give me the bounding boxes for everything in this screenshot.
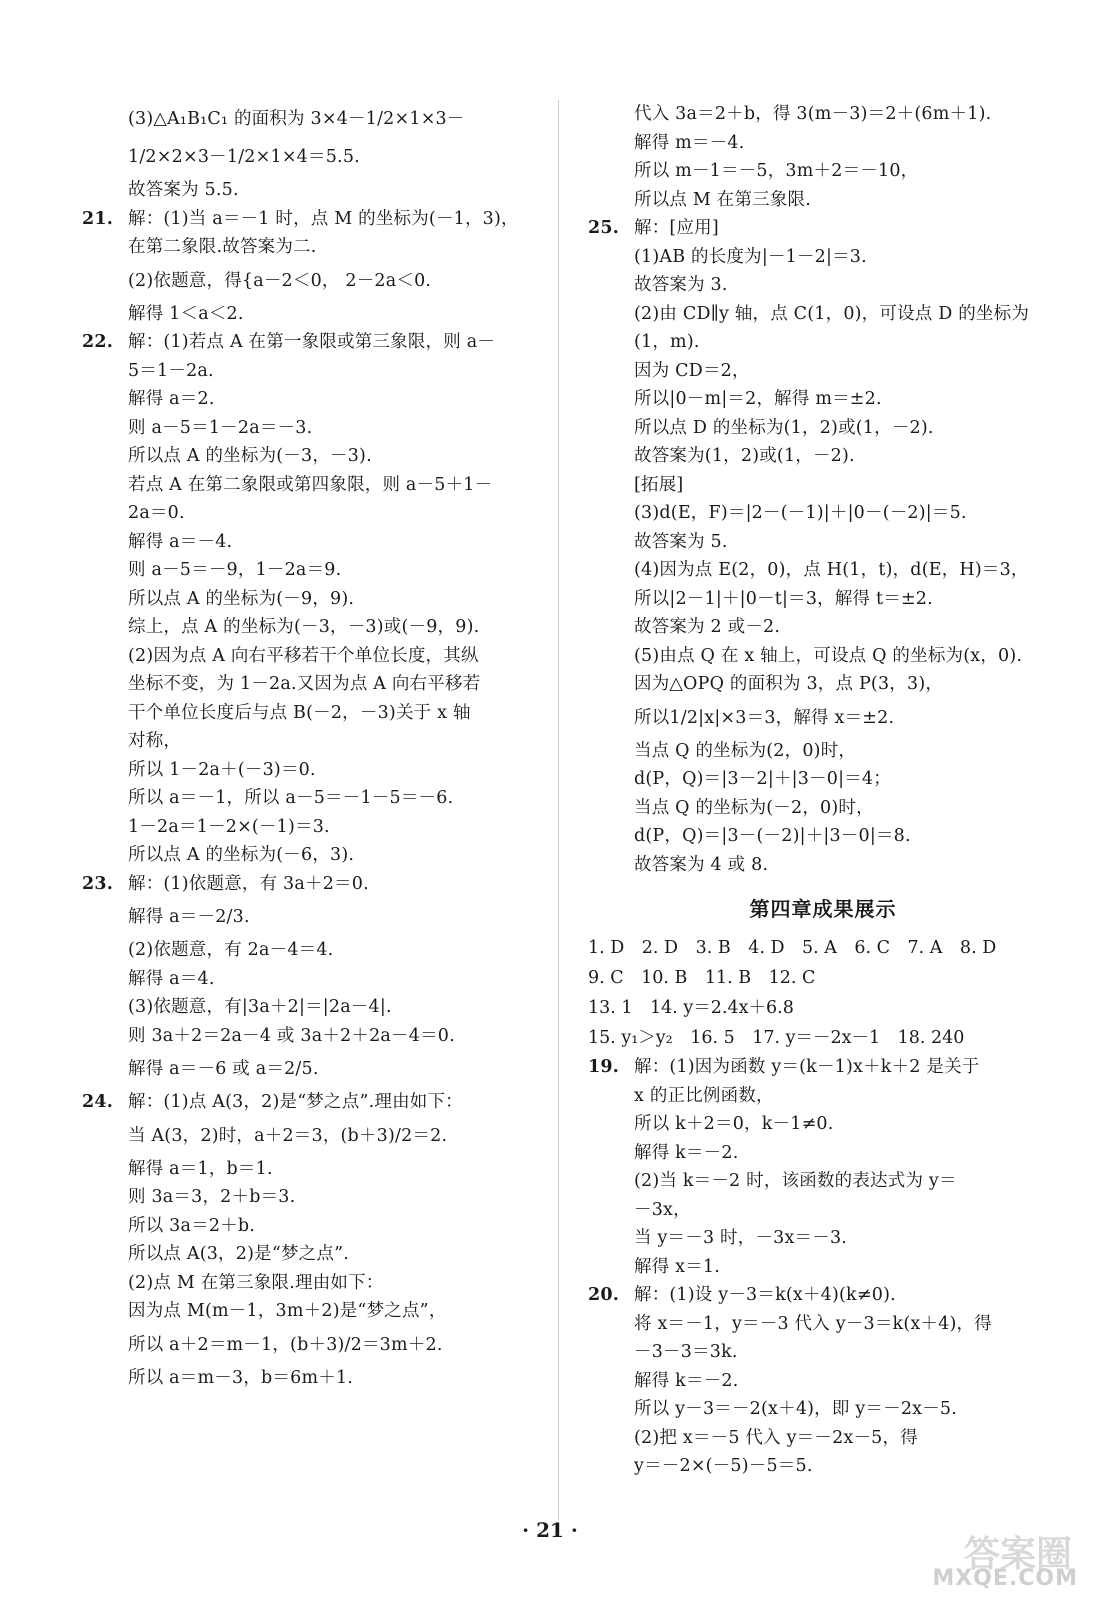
text-line [588, 1310, 1058, 1339]
line-text: 解得 a＝－6 或 a＝2/5. [128, 1059, 319, 1079]
question-number: 24. [82, 1092, 114, 1112]
line-text: 坐标不变，为 1－2a.又因为点 A 向右平移若 [128, 674, 481, 694]
text-line [588, 1424, 1058, 1453]
line-text: 所以点 M 在第三象限. [634, 189, 812, 210]
text-line [588, 1167, 1058, 1196]
question-number: 25. [588, 218, 620, 238]
left-column [82, 100, 550, 1392]
text-line [588, 442, 1058, 471]
text-line [82, 499, 550, 528]
line-text: 所以|0－m|＝2，解得 m＝±2. [634, 389, 882, 409]
text-line [588, 642, 1058, 671]
text-line [82, 936, 550, 965]
text-line [82, 471, 550, 500]
text-line [588, 357, 1058, 386]
text-line [588, 794, 1058, 823]
column-divider [558, 100, 559, 1520]
line-text: 因为点 M(m－1，3m＋2)是“梦之点”， [128, 1301, 447, 1321]
answer-row: 9. C 10. B 11. B 12. C [588, 968, 816, 988]
question-number: 21. [82, 208, 114, 229]
line-text: d(P，Q)＝|3－2|＋|3－0|＝4； [634, 769, 891, 789]
answer-row: 1. D 2. D 3. B 4. D 5. A 6. C 7. A 8. D [588, 938, 997, 958]
line-text: 2a＝0. [128, 503, 185, 523]
text-line [82, 1088, 550, 1117]
line-text: 若点 A 在第二象限或第四象限，则 a－5＋1－ [128, 474, 493, 495]
line-text: y＝－2×(－5)－5＝5. [634, 1456, 813, 1476]
line-text: 所以 a＝－1，所以 a－5＝－1－5＝－6. [128, 788, 454, 808]
line-text: 所以1/2|x|×3＝3，解得 x＝±2. [634, 707, 895, 728]
page-number: · 21 · [522, 1518, 578, 1542]
line-text: 解得 m＝－4. [634, 132, 745, 153]
text-line [82, 1364, 550, 1393]
text-line [588, 499, 1058, 528]
line-text: 所以 y－3＝－2(x＋4)，即 y＝－2x－5. [634, 1399, 958, 1419]
line-text: 所以点 A 的坐标为(－3，－3). [128, 446, 372, 466]
line-text: 解得 a＝2. [128, 389, 215, 409]
text-line [82, 642, 550, 671]
line-text: (2)当 k＝－2 时，该函数的表达式为 y＝ [634, 1171, 957, 1191]
text-line [82, 1297, 550, 1326]
line-text: 所以 a＝m－3，b＝6m＋1. [128, 1367, 354, 1388]
text-line [588, 300, 1058, 329]
text-line [588, 1452, 1058, 1481]
line-text: －3x， [634, 1199, 691, 1220]
text-line [588, 1281, 1058, 1310]
text-line [82, 100, 550, 138]
line-text: 故答案为 2 或－2. [634, 617, 781, 637]
line-text: (2)点 M 在第三象限.理由如下： [128, 1272, 384, 1293]
line-text: 解：(1)点 A(3，2)是“梦之点”.理由如下： [128, 1092, 463, 1112]
text-line [82, 756, 550, 785]
line-text: 故答案为(1，2)或(1，－2). [634, 446, 855, 466]
line-text: 解得 k＝－2. [634, 1370, 739, 1391]
line-text: (3)依题意，有|3a＋2|＝|2a－4|. [128, 997, 392, 1017]
line-text: 故答案为 5. [634, 531, 728, 552]
right-column-part-1 [588, 100, 1058, 879]
text-line [82, 176, 550, 205]
line-text: 所以 3a＝2＋b. [128, 1215, 256, 1236]
text-line [82, 1326, 550, 1364]
line-text: 解：[应用] [634, 218, 719, 238]
line-text: 干个单位长度后与点 B(－2，－3)关于 x 轴 [128, 702, 471, 723]
line-text: 则 3a＋2＝2a－4 或 3a＋2＋2a－4＝0. [128, 1025, 455, 1046]
text-line [82, 613, 550, 642]
line-text: 解得 x＝1. [634, 1256, 721, 1277]
question-number: 23. [82, 873, 114, 894]
line-text: 1－2a＝1－2×(－1)＝3. [128, 816, 330, 837]
line-text: x 的正比例函数， [634, 1085, 774, 1106]
text-line [82, 699, 550, 728]
line-text: 所以 1－2a＋(－3)＝0. [128, 759, 316, 780]
line-text: 在第二象限.故答案为二. [128, 237, 317, 257]
line-text: 所以点 A 的坐标为(－9，9). [128, 588, 355, 609]
text-line [588, 471, 1058, 500]
text-line [82, 670, 550, 699]
text-line [588, 851, 1058, 880]
line-text: 解得 1＜a＜2. [128, 303, 244, 324]
text-line [82, 556, 550, 585]
text-line [588, 186, 1058, 215]
line-text: (2)因为点 A 向右平移若干个单位长度，其纵 [128, 645, 479, 666]
text-line [82, 328, 550, 357]
text-line [588, 1224, 1058, 1253]
text-line [588, 414, 1058, 443]
answer-row: 13. 1 14. y＝2.4x＋6.8 [588, 998, 794, 1018]
line-text: 5＝1－2a. [128, 360, 214, 381]
line-text: (1，m). [634, 332, 700, 352]
text-line [82, 1212, 550, 1241]
section-heading: 第四章成果展示 [749, 897, 897, 921]
text-line [82, 385, 550, 414]
line-text: 当 y＝－3 时，－3x＝－3. [634, 1228, 848, 1248]
line-text: 将 x＝－1，y＝－3 代入 y－3＝k(x＋4)，得 [634, 1313, 992, 1334]
text-line [82, 841, 550, 870]
watermark-url: MXQE.COM [932, 1566, 1078, 1591]
line-text: 则 3a＝3，2＋b＝3. [128, 1187, 296, 1207]
line-text: (4)因为点 E(2，0)，点 H(1，t)，d(E，H)＝3， [634, 560, 1029, 580]
line-text: 所以 m－1＝－5，3m＋2＝－10， [634, 161, 919, 181]
line-text: 解：(1)因为函数 y＝(k－1)x＋k＋2 是关于 [634, 1057, 980, 1077]
text-line [588, 100, 1058, 129]
text-line [588, 129, 1058, 158]
line-text: 解得 a＝4. [128, 968, 215, 989]
line-text: 所以点 D 的坐标为(1，2)或(1，－2). [634, 417, 934, 438]
right-column-part-2 [588, 1053, 1058, 1481]
question-number: 22. [82, 332, 114, 352]
text-line [588, 528, 1058, 557]
text-line [82, 898, 550, 936]
line-text: 解：(1)若点 A 在第一象限或第三象限，则 a－ [128, 332, 496, 352]
line-text: 解：(1)依题意，有 3a＋2＝0. [128, 873, 369, 894]
text-line [82, 1269, 550, 1298]
text-line [82, 813, 550, 842]
line-text: 解得 a＝－2/3. [128, 907, 250, 927]
text-line [588, 214, 1058, 243]
text-line [82, 1183, 550, 1212]
text-line [588, 1110, 1058, 1139]
text-line [82, 585, 550, 614]
text-line [588, 585, 1058, 614]
text-line [82, 993, 550, 1022]
line-text: (5)由点 Q 在 x 轴上，可设点 Q 的坐标为(x，0). [634, 645, 1023, 666]
text-line [588, 243, 1058, 272]
line-text: 解得 a＝－4. [128, 531, 233, 552]
text-line [588, 822, 1058, 851]
text-line [588, 670, 1058, 699]
line-text: 所以 k＋2＝0，k－1≠0. [634, 1114, 834, 1134]
line-text: (2)依题意，有 2a－4＝4. [128, 940, 334, 960]
line-text: (2)把 x＝－5 代入 y＝－2x－5，得 [634, 1427, 918, 1448]
text-line [588, 613, 1058, 642]
text-line [588, 699, 1058, 737]
line-text: 解得 k＝－2. [634, 1142, 739, 1163]
line-text: 故答案为 3. [634, 275, 728, 295]
text-line [82, 784, 550, 813]
line-text: 所以|2－1|＋|0－t|＝3，解得 t＝±2. [634, 588, 933, 609]
line-text: 故答案为 4 或 8. [634, 854, 769, 875]
text-line [82, 205, 550, 234]
text-line [588, 1338, 1058, 1367]
line-text: 解：(1)设 y－3＝k(x＋4)(k≠0). [634, 1285, 896, 1305]
line-text: 所以点 A 的坐标为(－6，3). [128, 845, 355, 865]
text-line [588, 385, 1058, 414]
text-line [588, 737, 1058, 766]
text-line [588, 1253, 1058, 1282]
line-text: [拓展] [634, 474, 684, 495]
text-line [82, 442, 550, 471]
right-column [588, 100, 1058, 1481]
line-text: 因为△OPQ 的面积为 3，点 P(3，3)， [634, 674, 944, 694]
text-line [82, 528, 550, 557]
question-number: 19. [588, 1057, 620, 1077]
line-text: 所以点 A(3，2)是“梦之点”. [128, 1244, 349, 1264]
line-text: (2)由 CD∥y 轴，点 C(1，0)，可设点 D 的坐标为 [634, 303, 1030, 324]
text-line [82, 1155, 550, 1184]
watermark-logo: 答案圈 [963, 1534, 1072, 1575]
line-text: 则 a－5＝1－2a＝－3. [128, 417, 313, 438]
text-line [82, 138, 550, 176]
line-text: (1)AB 的长度为|－1－2|＝3. [634, 246, 867, 267]
line-text: 则 a－5＝－9，1－2a＝9. [128, 560, 342, 580]
line-text: (3)d(E，F)＝|2－(－1)|＋|0－(－2)|＝5. [634, 503, 967, 523]
text-line [82, 1050, 550, 1088]
line-text: 所以 a＋2＝m－1，(b＋3)/2＝3m＋2. [128, 1334, 443, 1355]
text-line [588, 1139, 1058, 1168]
line-text: d(P，Q)＝|3－(－2)|＋|3－0|＝8. [634, 826, 911, 846]
line-text: 解得 a＝1，b＝1. [128, 1158, 273, 1179]
text-line [82, 870, 550, 899]
text-line [588, 1395, 1058, 1424]
text-line [588, 1082, 1058, 1111]
text-line [588, 328, 1058, 357]
line-text: (2)依题意，得{a－2＜0， 2－2a＜0. [128, 270, 432, 291]
text-line [588, 271, 1058, 300]
line-text: 代入 3a＝2＋b，得 3(m－3)＝2＋(6m＋1). [634, 104, 992, 124]
text-line [588, 157, 1058, 186]
text-line [588, 1367, 1058, 1396]
text-line [82, 1117, 550, 1155]
question-number: 20. [588, 1285, 620, 1305]
line-text: 当点 Q 的坐标为(2，0)时， [634, 740, 857, 761]
line-text: 综上，点 A 的坐标为(－3，－3)或(－9，9). [128, 617, 480, 637]
answer-key-block [588, 933, 1058, 1053]
text-line [82, 727, 550, 756]
line-text: －3－3＝3k. [634, 1342, 738, 1362]
text-line [82, 357, 550, 386]
line-text: 当 A(3，2)时，a＋2＝3，(b＋3)/2＝2. [128, 1125, 448, 1146]
text-line [82, 262, 550, 300]
line-text: 因为 CD＝2， [634, 360, 750, 381]
line-text: 解：(1)当 a＝－1 时，点 M 的坐标为(－1，3)， [128, 208, 519, 229]
text-line [82, 965, 550, 994]
answer-row: 15. y₁＞y₂ 16. 5 17. y＝－2x－1 18. 240 [588, 1028, 965, 1048]
text-line [588, 1196, 1058, 1225]
line-text: 1/2×2×3－1/2×1×4＝5.5. [128, 147, 360, 167]
text-line [82, 414, 550, 443]
text-line [82, 1240, 550, 1269]
line-text: 故答案为 5.5. [128, 180, 239, 200]
line-text: (3)△A₁B₁C₁ 的面积为 3×4－1/2×1×3－ [128, 109, 465, 129]
text-line [588, 765, 1058, 794]
text-line [82, 300, 550, 329]
text-line [588, 556, 1058, 585]
line-text: 当点 Q 的坐标为(－2，0)时， [634, 797, 874, 818]
text-line [82, 233, 550, 262]
line-text: 对称， [128, 731, 182, 751]
text-line [588, 1053, 1058, 1082]
text-line [82, 1022, 550, 1051]
